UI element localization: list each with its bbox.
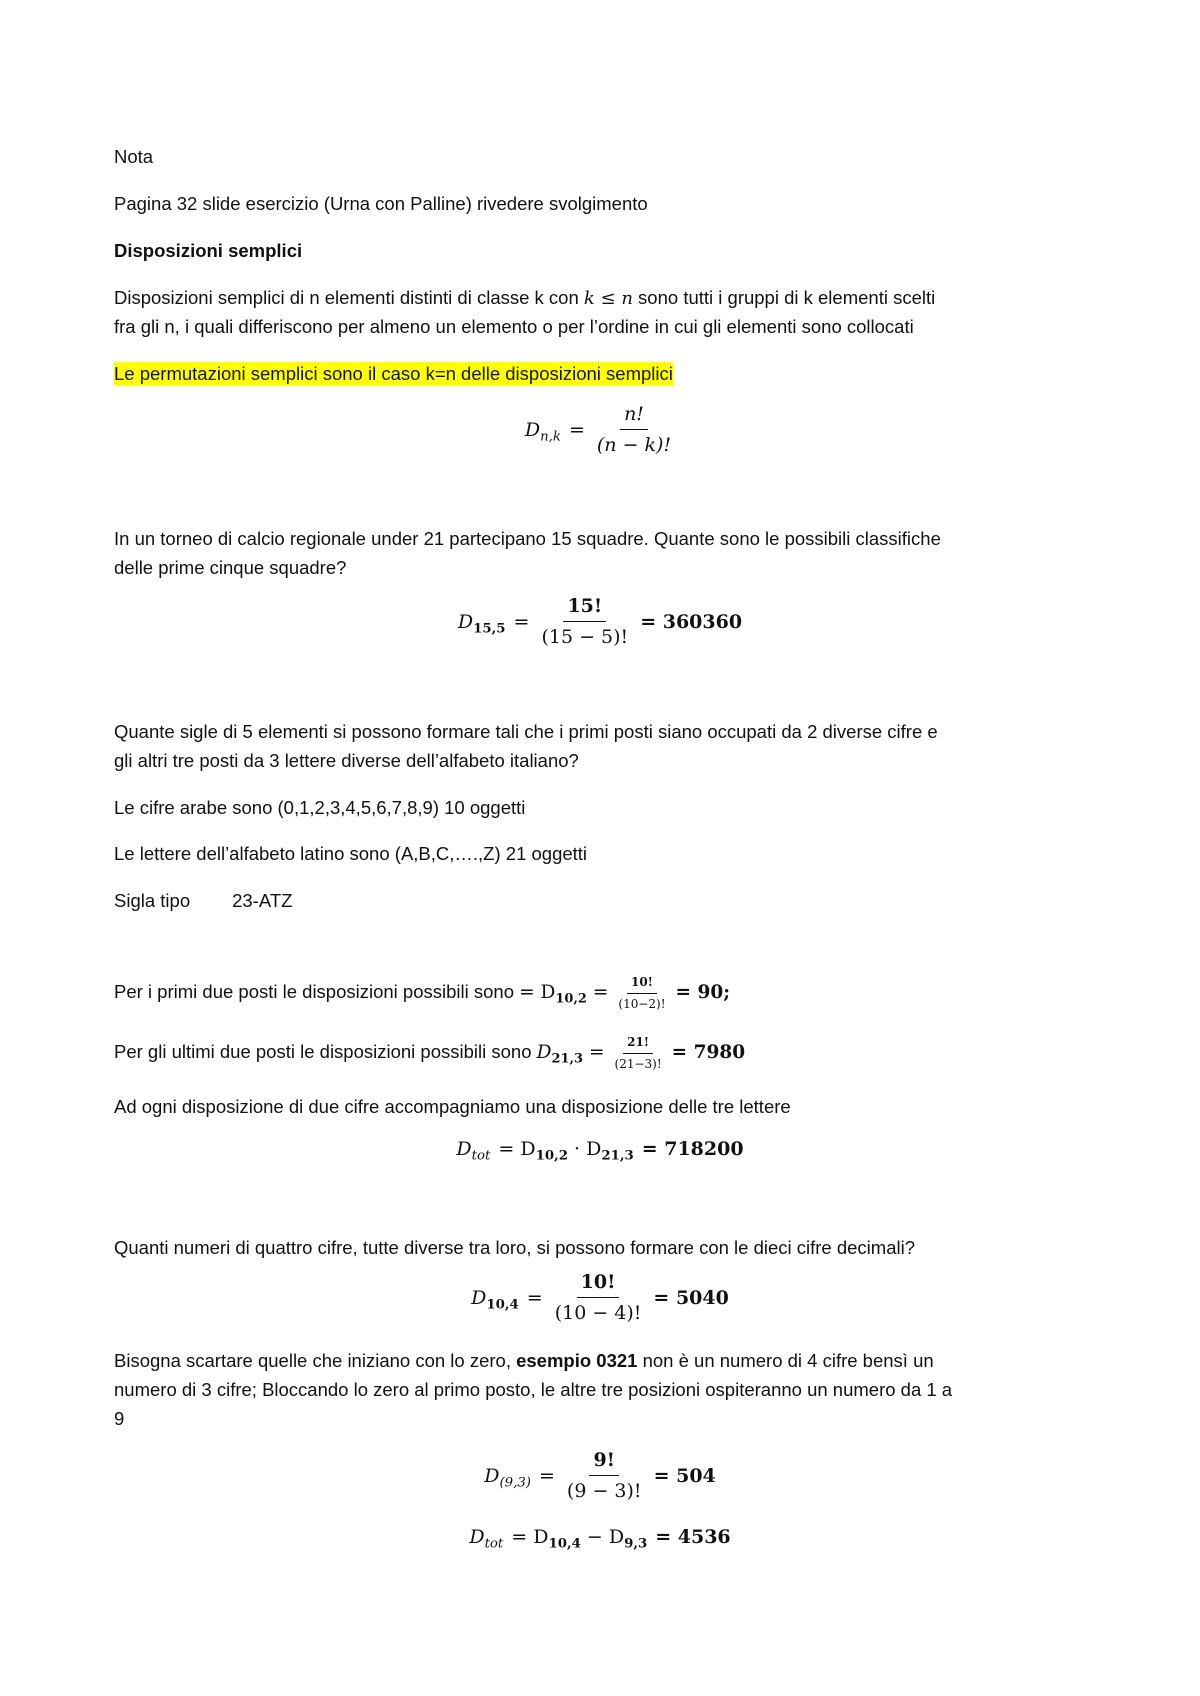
highlighted-text: Le permutazioni semplici sono il caso k=n delle disposizioni semplici bbox=[114, 363, 673, 384]
note-title: Nota bbox=[114, 146, 154, 167]
exercise3-explain-line-2: numero di 3 cifre; Bloccando lo zero al primo posto, le altre tre posizioni ospiteranno un numero da 1 a bbox=[114, 1379, 953, 1400]
digits-line: Le cifre arabe sono (0,1,2,3,4,5,6,7,8,9) 10 oggetti bbox=[114, 797, 526, 818]
definition-text-a: Disposizioni semplici di n elementi distinti di classe k con bbox=[114, 287, 584, 308]
first-posts-line: Per i primi due posti le disposizioni possibili sono = $D_{10,2}$ = $\frac{10!}{(10-2)!}$ = 90; bbox=[114, 974, 731, 1011]
exercise3-explain-line-1: Bisogna scartare quelle che iniziano con lo zero, esempio 0321 non è un numero di 4 cifre bensì un bbox=[114, 1350, 934, 1371]
exercise3-formula-2: $D_{(9,3)}$ = $\frac{9!}{(9 - 3)!}$ = 504 bbox=[484, 1449, 716, 1502]
highlight-line bbox=[114, 359, 1086, 388]
formula-general-fraction: $\frac{n!}{(n - k)!}$ bbox=[596, 403, 672, 456]
exercise1-line-2: delle prime cinque squadre? bbox=[114, 557, 347, 578]
definition-line-2: fra gli n, i quali differiscono per almeno un elemento o per l’ordine in cui gli elementi sono collocati bbox=[114, 316, 914, 337]
letters-line: Le lettere dell’alfabeto latino sono (A,B,C,….,Z) 21 oggetti bbox=[114, 843, 588, 864]
section-title: Disposizioni semplici bbox=[114, 240, 303, 261]
definition-text-b: sono tutti i gruppi di k elementi scelti bbox=[632, 287, 936, 308]
example-bold: esempio 0321 bbox=[516, 1350, 638, 1371]
exercise3-total-formula: $D_{tot}$ = $D_{10,4} - D_{9,3}$ = 4536 bbox=[469, 1526, 731, 1552]
slide-note: Pagina 32 slide esercizio (Urna con Palline) rivedere svolgimento bbox=[114, 193, 648, 214]
exercise1-line-1: In un torneo di calcio regionale under 21 partecipano 15 squadre. Quante sono le possibili classifiche bbox=[114, 528, 941, 549]
definition-math: k ≤ n bbox=[583, 288, 633, 309]
sigla-value: 23-ATZ bbox=[232, 890, 293, 911]
exercise3-question: Quanti numeri di quattro cifre, tutte diverse tra loro, si possono formare con le dieci cifre decimali? bbox=[114, 1237, 916, 1258]
combine-line: Ad ogni disposizione di due cifre accompagniamo una disposizione delle tre lettere bbox=[114, 1096, 791, 1117]
formula-general: $D_{n,k}$ = $\frac{n!}{(n - k)!}$ bbox=[0, 402, 1200, 457]
sigla-line bbox=[114, 886, 1086, 915]
exercise2-line-1: Quante sigle di 5 elementi si possono formare tali che i primi posti siano occupati da 2 diverse cifre e bbox=[114, 721, 938, 742]
formula-general-lhs: $D_{n,k}$ bbox=[524, 418, 561, 445]
last-posts-line: Per gli ultimi due posti le disposizioni possibili sono $D_{21,3}$ = $\frac{21!}{(21-3)!}$ = 7980 bbox=[114, 1034, 746, 1071]
exercise2-line-2: gli altri tre posti da 3 lettere diverse dell’alfabeto italiano? bbox=[114, 750, 579, 771]
exercise2-total-formula: $D_{tot}$ = $D_{10,2} \cdot D_{21,3}$ = 718200 bbox=[456, 1138, 744, 1164]
exercise3-formula: $D_{10,4}$ = $\frac{10!}{(10 - 4)!}$ = 5040 bbox=[471, 1271, 729, 1324]
exercise3-explain-line-3: 9 bbox=[114, 1408, 125, 1429]
exercise1-formula: $D_{15,5}$ = $\frac{15!}{(15 - 5)!}$ = 360360 bbox=[457, 595, 743, 648]
definition-line-1 bbox=[114, 283, 1086, 313]
sigla-label: Sigla tipo bbox=[114, 890, 191, 911]
